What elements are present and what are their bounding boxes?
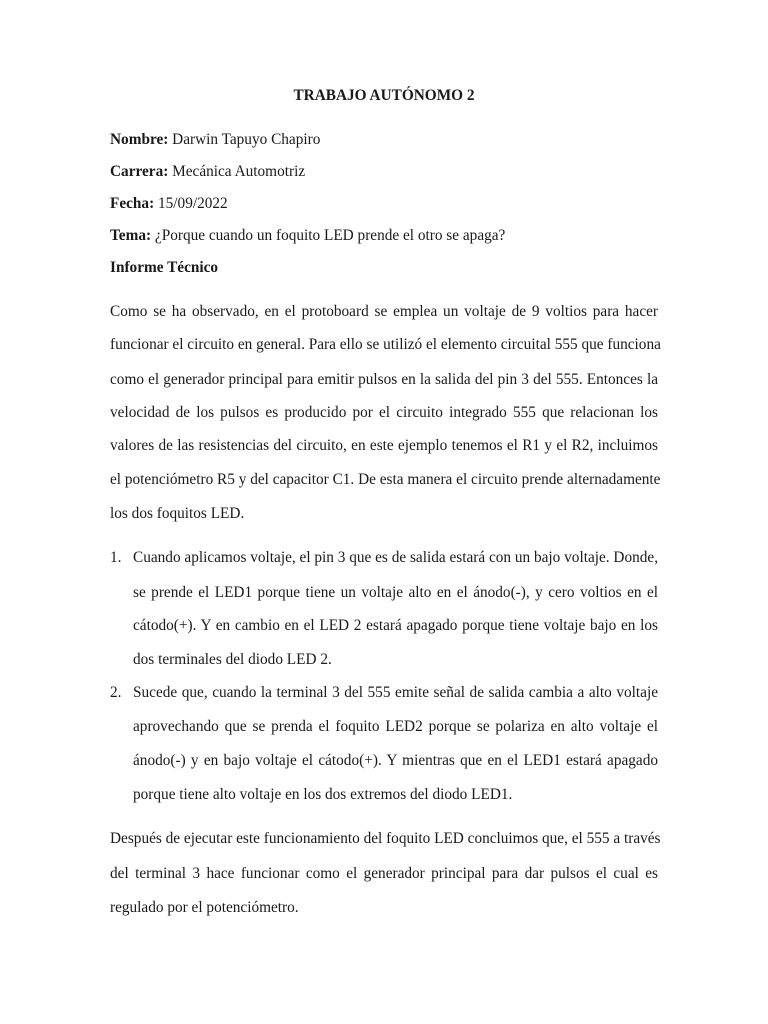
list-item-line: ánodo(-) y en bajo voltaje el cátodo(+). Y mientras que en el LED1 estará apagado <box>133 752 658 769</box>
intro-line: funcionar el circuito en general. Para ello se utilizó el elemento circuital 555 que funciona <box>110 336 661 353</box>
list-marker: 2. <box>110 684 122 701</box>
field-value: Mecánica Automotriz <box>168 163 306 180</box>
field-nombre <box>110 131 320 149</box>
field-value: Darwin Tapuyo Chapiro <box>168 131 321 148</box>
list-item-line: dos terminales del diodo LED 2. <box>133 651 332 668</box>
field-label: Nombre: <box>110 131 169 148</box>
field-value: ¿Porque cuando un foquito LED prende el otro se apaga? <box>151 227 506 244</box>
conclusion-line: Después de ejecutar este funcionamiento del foquito LED concluimos que, el 555 a través <box>110 830 661 847</box>
document-title: TRABAJO AUTÓNOMO 2 <box>293 87 475 104</box>
intro-line: velocidad de los pulsos es producido por el circuito integrado 555 que relacionan los <box>110 404 658 421</box>
field-label: Tema: <box>110 227 152 244</box>
intro-line: el potenciómetro R5 y del capacitor C1. De esta manera el circuito prende alternadamente <box>110 471 661 488</box>
conclusion-line: regulado por el potenciómetro. <box>110 899 299 916</box>
intro-line: Como se ha observado, en el protoboard se emplea un voltaje de 9 voltios para hacer <box>110 303 658 320</box>
conclusion-line: del terminal 3 hace funcionar como el generador principal para dar pulsos el cual es <box>110 865 658 882</box>
intro-line: los dos foquitos LED. <box>110 505 245 522</box>
list-item-line: cátodo(+). Y en cambio en el LED 2 estará apagado porque tiene voltaje bajo en los <box>133 617 658 634</box>
field-value: 15/09/2022 <box>154 195 228 212</box>
list-item-line: Cuando aplicamos voltaje, el pin 3 que es de salida estará con un bajo voltaje. Donde, <box>133 549 659 566</box>
intro-line: como el generador principal para emitir pulsos en la salida del pin 3 del 555. Entonces la <box>110 371 658 388</box>
field-carrera <box>110 163 305 181</box>
field-tema <box>110 227 505 245</box>
list-item-line: aprovechando que se prenda el foquito LED2 porque se polariza en alto voltaje el <box>133 718 658 735</box>
list-item-line: porque tiene alto voltaje en los dos extremos del diodo LED1. <box>133 786 513 803</box>
field-label: Fecha: <box>110 195 155 212</box>
intro-line: valores de las resistencias del circuito, en este ejemplo tenemos el R1 y el R2, incluimos <box>110 437 658 454</box>
field-label: Carrera: <box>110 163 169 180</box>
list-item-line: Sucede que, cuando la terminal 3 del 555 emite señal de salida cambia a alto voltaje <box>133 684 658 701</box>
list-item-line: se prende el LED1 porque tiene un voltaje alto en el ánodo(-), y cero voltios en el <box>133 584 658 601</box>
section-heading: Informe Técnico <box>110 259 219 276</box>
field-fecha <box>110 195 228 213</box>
list-marker: 1. <box>110 549 122 566</box>
